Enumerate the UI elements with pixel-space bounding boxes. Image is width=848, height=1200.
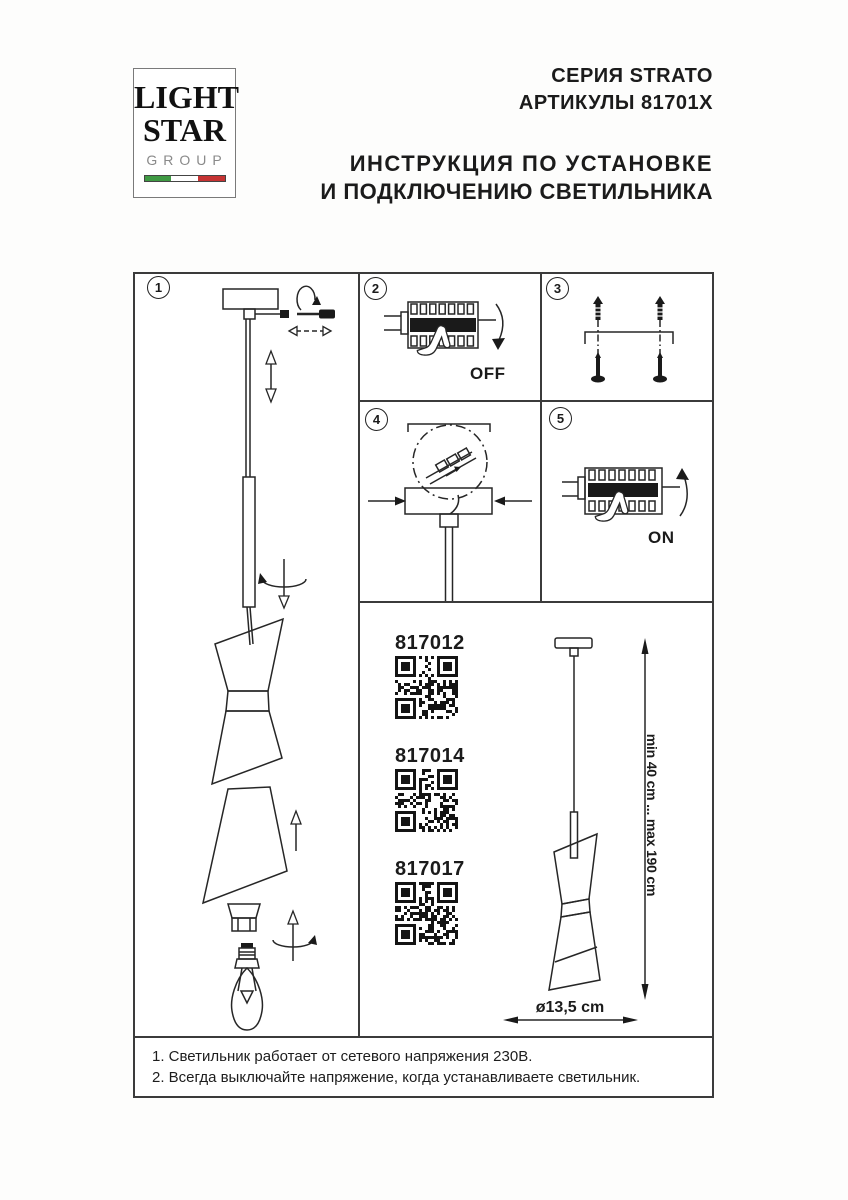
pendant-lamp-icon [549,638,600,990]
diameter-dimension-arrow [503,1017,638,1024]
height-range-label: min 40 cm ... max 190 cm [644,733,660,897]
article-number: 817014 [395,745,465,767]
note-2: 2. Всегда выключайте напряжение, когда устанавливаете светильник. [152,1069,641,1086]
step-4-number: 4 [365,408,388,431]
italian-flag-icon [144,175,226,182]
canopy-icon [405,488,492,601]
grid-divider [135,1036,712,1038]
step-5-number: 5 [549,407,572,430]
screw-rotation-arrow-icon [273,911,317,961]
note-1: 1. Светильник работает от сетевого напряжения 230В. [152,1048,533,1065]
logo-light: LIGHT [134,79,239,115]
push-arrows-icon [368,497,532,506]
ceiling-canopy-icon [223,289,278,309]
up-arrow-icon [291,811,301,851]
lightstar-logo [133,68,239,198]
article-number: 817012 [395,632,465,654]
articles-title: АРТИКУЛЫ 81701X [518,92,713,114]
step-2-breaker-off-drawing [360,274,540,400]
step-3-mounting-drawing [542,274,712,400]
qr-code [395,769,458,832]
step-5-breaker-on-drawing [542,402,712,601]
wall-plugs-icon [591,352,667,383]
bulb-icon [232,943,263,1030]
instruction-title-line2: И ПОДКЛЮЧЕНИЮ СВЕТИЛЬНИКА [320,179,713,204]
step-2-number: 2 [364,277,387,300]
off-label: OFF [470,364,506,383]
lamp-shade-icon [212,619,283,784]
balloon-leader-line [450,495,459,514]
step-3-number: 3 [546,277,569,300]
rod-icon [243,477,255,607]
diffuser-cone-icon [203,787,287,903]
step-4-canopy-drawing [360,402,540,601]
terminal-block-icon [426,448,476,484]
article-number: 817017 [395,858,465,880]
socket-ring-icon [228,904,260,931]
qr-code [395,882,458,945]
flag-white [171,176,198,181]
bracket-icon [408,424,490,432]
diameter-label: ø13,5 cm [535,999,605,1016]
rotation-arrow-icon [258,559,306,608]
flag-green [145,176,172,181]
screws-icon [593,296,665,320]
document-header [320,63,713,206]
series-title: СЕРИЯ STRATO [551,65,713,87]
up-arrow-icon [676,468,689,516]
logo-group: GROUP [146,152,228,168]
down-arrow-icon [492,304,505,350]
up-down-arrow-icon [266,351,276,402]
flag-red [198,176,225,181]
qr-code [395,656,458,719]
set-screw-icon [280,310,289,318]
instruction-title-line1: ИНСТРУКЦИЯ ПО УСТАНОВКЕ [349,151,713,176]
on-label: ON [648,528,675,547]
logo-star: STAR [143,112,226,148]
step-1-number: 1 [147,276,170,299]
step-1-assembly-drawing [135,274,358,1036]
screwdriver-icon [289,286,335,335]
footer-notes [152,1046,692,1088]
